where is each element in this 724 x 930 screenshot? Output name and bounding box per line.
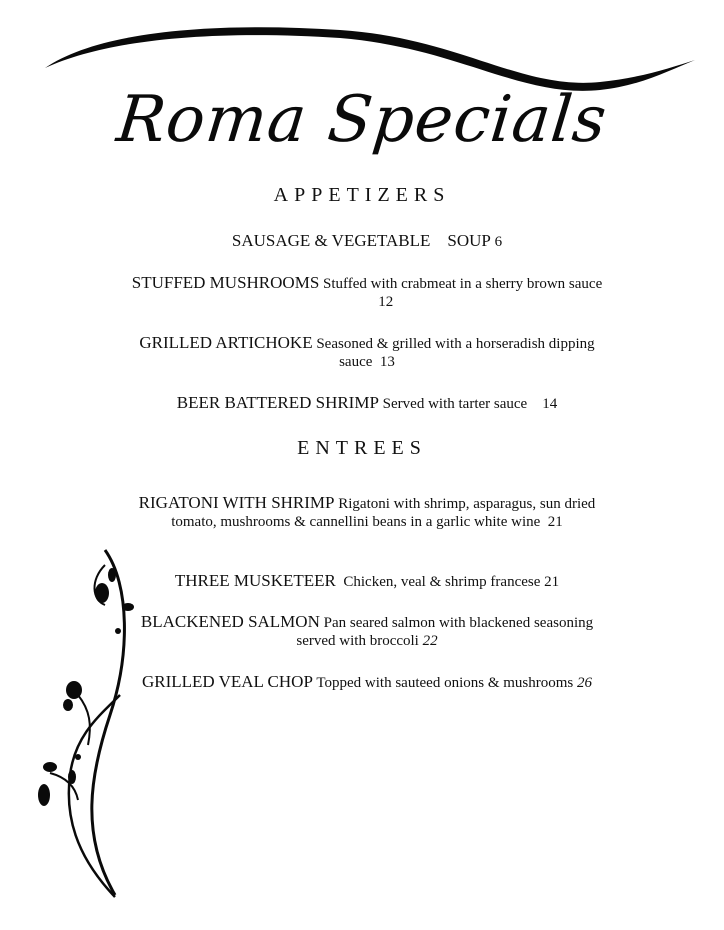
section-heading-appetizers: APPETIZERS: [273, 184, 451, 206]
item-price: 6: [494, 234, 503, 250]
item-price: 12: [378, 294, 394, 310]
item-name: RIGATONI WITH SHRIMP: [138, 493, 335, 512]
item-name: SAUSAGE & VEGETABLE SOUP: [231, 231, 491, 250]
item-price: 21: [544, 574, 560, 590]
item-description: Stuffed with crabmeat in a sherry brown sauce: [323, 276, 603, 292]
menu-title: Roma Specials: [113, 83, 611, 157]
item-price: 13: [379, 354, 395, 370]
menu-item: [130, 494, 604, 531]
menu-item: [130, 613, 604, 650]
item-description: Seasoned & grilled with a horseradish dipping sauce: [316, 336, 595, 370]
decorative-vine: [30, 545, 140, 905]
item-price: 26: [577, 675, 593, 691]
item-name: BLACKENED SALMON: [140, 612, 320, 631]
menu-item: [130, 572, 604, 591]
item-price: 21: [547, 514, 563, 530]
menu-item: [130, 394, 604, 413]
item-description: Pan seared salmon with blackened seasoning served with broccoli: [296, 615, 594, 649]
item-name: GRILLED ARTICHOKE: [139, 333, 313, 352]
section-heading-entrees: ENTREES: [297, 437, 427, 459]
menu-item: [130, 334, 604, 371]
item-description: Served with tarter sauce: [382, 396, 528, 412]
menu-item: [130, 673, 604, 692]
item-description: Rigatoni with shrimp, asparagus, sun dried tomato, mushrooms & cannellini beans in a garlic white wine: [171, 496, 596, 530]
item-description: Topped with sauteed onions & mushrooms: [316, 675, 574, 691]
menu-item: [130, 274, 604, 311]
item-price: 22: [422, 633, 438, 649]
menu-item: [130, 232, 604, 251]
item-description: Chicken, veal & shrimp francese: [343, 574, 541, 590]
item-name: GRILLED VEAL CHOP: [141, 672, 313, 691]
item-name: THREE MUSKETEER: [174, 571, 336, 590]
item-price: 14: [542, 396, 558, 412]
item-name: BEER BATTERED SHRIMP: [176, 393, 379, 412]
item-name: STUFFED MUSHROOMS: [131, 273, 320, 292]
